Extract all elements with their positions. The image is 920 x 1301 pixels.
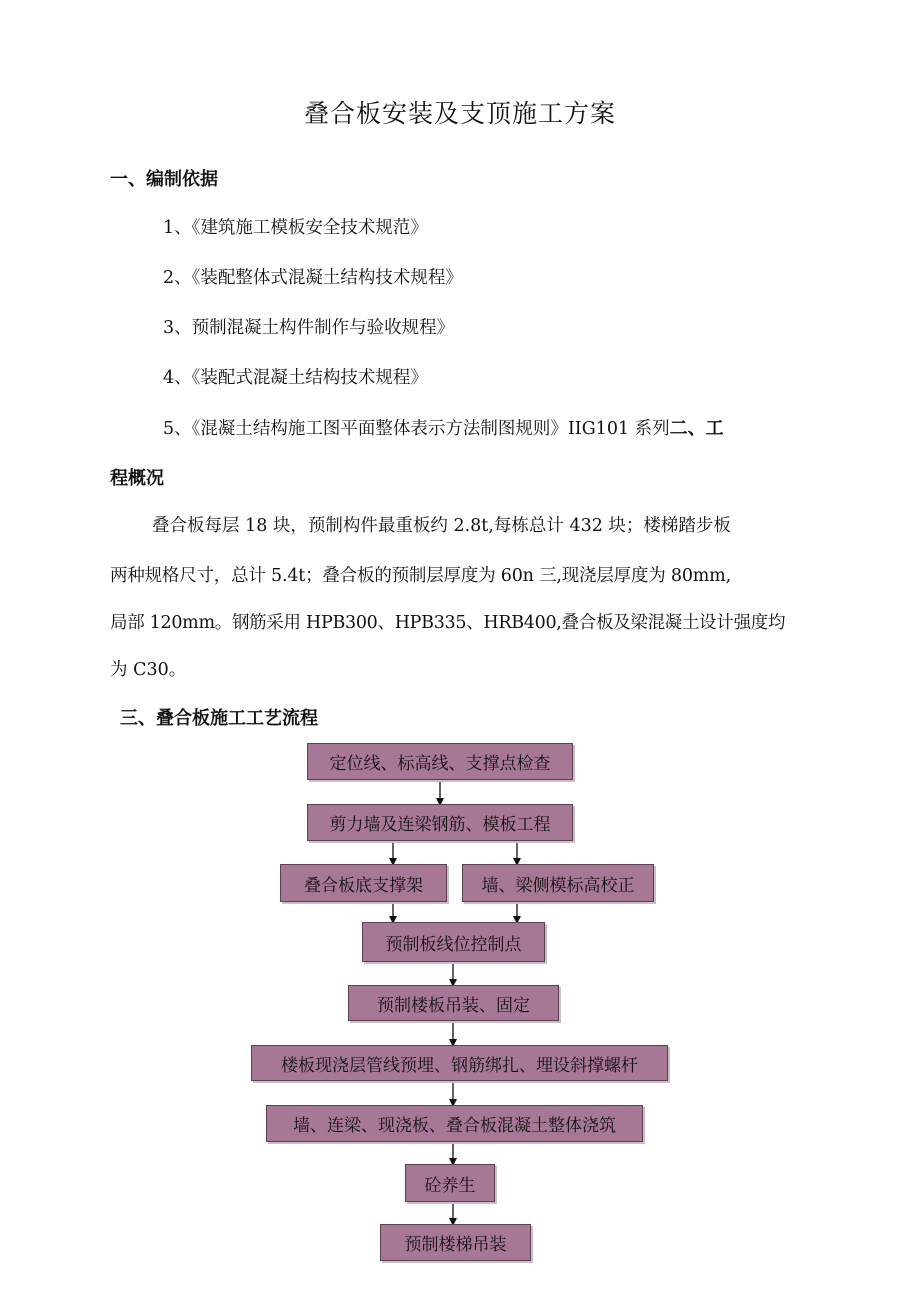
reference-item-1: 1、《建筑施工模板安全技术规范》 <box>163 218 428 238</box>
flow-step-7: 墙、连梁、现浇板、叠合板混凝土整体浇筑 <box>266 1105 643 1142</box>
flow-step-1: 定位线、标高线、支撑点检查 <box>307 743 573 780</box>
overview-line-2: 两种规格尺寸，总计 5.4t；叠合板的预制层厚度为 60n 三,现浇层厚度为 80mm, <box>110 566 731 586</box>
overview-line-4: 为 C30。 <box>110 660 187 680</box>
flow-step-4: 预制板线位控制点 <box>362 922 545 962</box>
flow-step-8: 砼养生 <box>405 1164 495 1202</box>
reference-item-2: 2、《装配整体式混凝土结构技术规程》 <box>163 268 463 288</box>
overview-line-3: 局部 120mm。钢筋采用 HPB300、HPB335、HRB400,叠合板及梁混凝土设计强度均 <box>110 613 786 633</box>
flow-step-5: 预制楼板吊装、固定 <box>348 985 559 1021</box>
section-2-heading-start: 二、工 <box>669 418 724 439</box>
flow-step-2: 剪力墙及连梁钢筋、模板工程 <box>307 804 573 841</box>
page-title: 叠合板安装及支顶施工方案 <box>303 99 616 128</box>
overview-line-1: 叠合板每层 18 块，预制构件最重板约 2.8t,每栋总计 432 块；楼梯踏步板 <box>152 516 731 536</box>
section-3-heading: 三、叠合板施工工艺流程 <box>120 708 318 729</box>
flow-step-6: 楼板现浇层管线预埋、钢筋绑扎、埋设斜撑螺杆 <box>251 1045 668 1081</box>
reference-item-5-text: 5、《混凝土结构施工图平面整体表示方法制图规则》IIG101 系列 <box>163 419 670 439</box>
reference-item-4: 4、《装配式混凝土结构技术规程》 <box>163 368 428 388</box>
reference-item-3: 3、预制混凝土构件制作与验收规程》 <box>163 318 455 338</box>
flow-step-3a: 叠合板底支撑架 <box>280 864 447 902</box>
flow-step-9: 预制楼梯吊装 <box>380 1224 531 1261</box>
section-1-heading: 一、编制依据 <box>110 169 218 190</box>
flow-step-3b: 墙、梁侧模标高校正 <box>462 864 654 902</box>
section-2-heading-end: 程概况 <box>110 468 164 489</box>
